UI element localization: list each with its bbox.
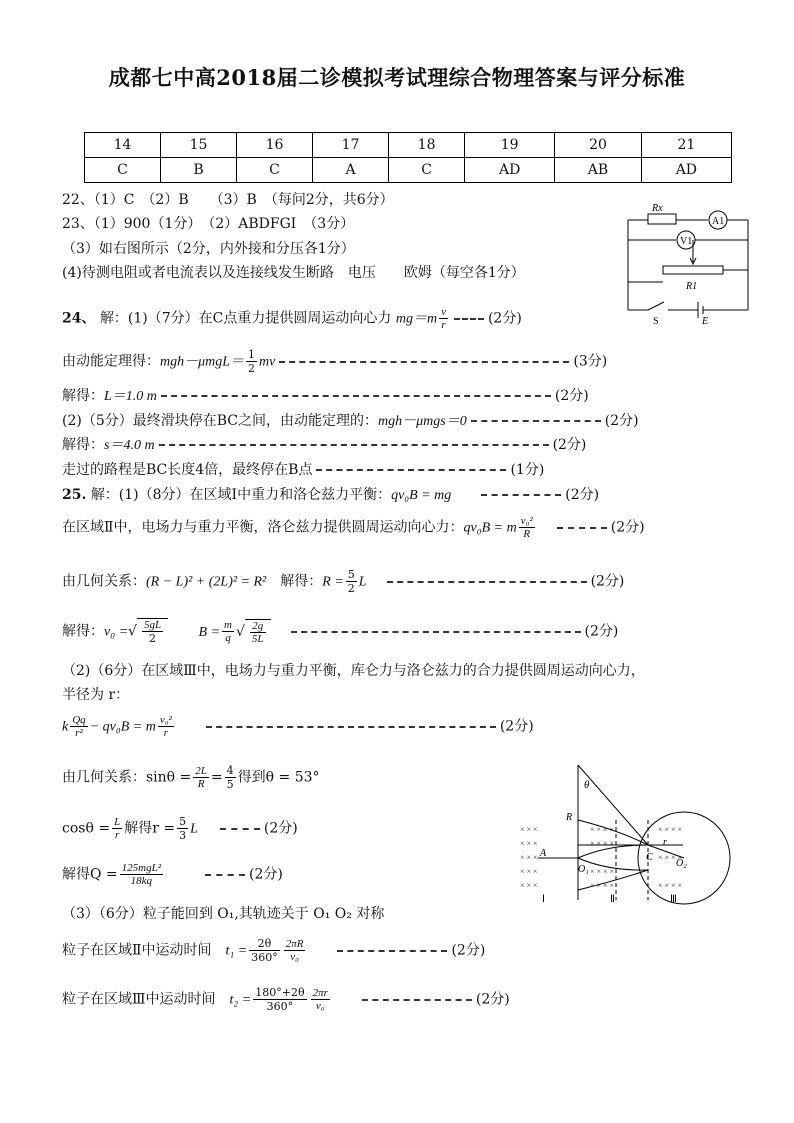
- dotted-leader: [316, 469, 506, 471]
- score: (1分): [510, 462, 545, 478]
- numerator: 4: [226, 764, 234, 777]
- circuit-diagram: [618, 200, 758, 330]
- fraction: [112, 816, 122, 841]
- score: (2分): [475, 991, 510, 1008]
- denominator: R: [523, 528, 531, 540]
- dotted-leader: [205, 874, 245, 876]
- q25-text: 解：(1)（8分）在区域Ⅰ中重力和洛仑兹力平衡：: [90, 487, 392, 503]
- answer-table: [84, 132, 732, 183]
- question-number: 15: [161, 133, 237, 158]
- q25-line-8: [62, 764, 320, 791]
- r1-label: R1: [686, 281, 698, 292]
- denominator: 3: [179, 829, 187, 842]
- svg-text:× × ×: × × ×: [520, 853, 538, 862]
- score: (2分): [487, 310, 522, 327]
- dotted-leader: [291, 631, 581, 633]
- numerator: L: [114, 816, 121, 828]
- q25-formula: 解得Q =: [62, 866, 118, 883]
- svg-text:× × × ×: × × × ×: [658, 881, 683, 890]
- field-diagram: [508, 750, 744, 910]
- answer-cell: AD: [465, 158, 555, 183]
- fraction: [249, 937, 280, 964]
- answer-cell: AB: [555, 158, 641, 183]
- numerator: v₀²: [520, 515, 533, 527]
- q25-line-10: [62, 862, 283, 887]
- R-label: R: [566, 812, 573, 823]
- q25-line-11: （3）（6分）粒子能回到 O₁,其轨迹关于 O₁ O₂ 对称: [62, 906, 385, 922]
- q25-formula: k: [62, 719, 69, 735]
- answer-cell: A: [313, 158, 389, 183]
- s-label: S: [653, 316, 659, 327]
- q24-text: 解得：: [62, 437, 104, 453]
- q24-line-6: [62, 459, 544, 479]
- denominator: r: [115, 829, 120, 841]
- dotted-leader: [557, 527, 607, 529]
- score: (2分): [565, 487, 600, 503]
- q25-line-1: [62, 484, 599, 504]
- dotted-leader: [481, 494, 561, 496]
- numerator: 5gL: [143, 619, 162, 631]
- q24-formula: s＝4.0 m: [104, 438, 155, 453]
- q25-formula: L: [358, 574, 367, 590]
- q24-line-3: [62, 385, 589, 405]
- svg-text:× × ×: × × ×: [520, 867, 538, 876]
- numerator: 2L: [195, 765, 207, 777]
- score: (2分): [499, 718, 534, 735]
- q24-text: 解：(1)（7分）在C点重力提供圆周运动向心力: [99, 310, 396, 327]
- numerator: 5: [179, 815, 187, 828]
- q24-line-4: [62, 410, 639, 430]
- q25-formula: L: [190, 821, 198, 837]
- q24-formula: mv: [259, 354, 276, 370]
- dotted-leader: [387, 581, 587, 583]
- fraction: [225, 764, 236, 791]
- fraction: [246, 348, 257, 375]
- fraction: [439, 306, 448, 331]
- q25-formula: 解得r =: [124, 820, 176, 837]
- q23-line-1: 23、（1）900（1分） （2）ABDFGI （3分）: [62, 216, 355, 232]
- fraction: [193, 765, 209, 790]
- score: (2分): [610, 519, 645, 536]
- svg-text:× × ×: × × ×: [520, 825, 538, 834]
- numerator: v₀²: [159, 714, 172, 726]
- q25-line-13: [62, 986, 510, 1013]
- score: (2分): [604, 413, 639, 429]
- q25-text: 解得：: [280, 573, 323, 590]
- q25-text: 解得：: [62, 623, 104, 640]
- q25-formula: − qv₀B = m: [89, 719, 156, 735]
- denominator: R: [197, 778, 205, 790]
- numerator: 125mgL²: [121, 862, 162, 874]
- svg-text:× × ×: × × ×: [520, 881, 538, 890]
- q25-formula: (R − L)² + (2L)² = R²: [146, 574, 267, 590]
- numerator: 2πr: [312, 987, 328, 999]
- q25-line-3: [62, 568, 624, 595]
- score: (2分): [554, 388, 589, 404]
- v1-label: V1: [680, 236, 693, 247]
- A-label: A: [540, 848, 547, 859]
- q24-line-1: [62, 306, 522, 331]
- denominator: 2: [149, 632, 157, 645]
- denominator: r: [441, 319, 446, 331]
- q24-line-2: [62, 348, 607, 375]
- denominator: 5L: [251, 632, 264, 645]
- denominator: q: [225, 632, 231, 644]
- region-I-label: Ⅰ: [542, 894, 545, 905]
- page-title: 成都七中高2018届二诊模拟考试理综合物理答案与评分标准: [108, 65, 686, 90]
- denominator: 5: [226, 778, 234, 791]
- dotted-leader: [161, 395, 551, 397]
- fraction: [284, 938, 306, 963]
- score: (2分): [590, 573, 625, 590]
- denominator: 360°: [266, 1000, 294, 1013]
- svg-text:× × × ×: × × × ×: [658, 853, 683, 862]
- score: (2分): [249, 866, 283, 883]
- score: (2分): [451, 942, 486, 959]
- question-number: 17: [313, 133, 389, 158]
- q22-answer: 22、（1）C （2）B （3）B （每问2分，共6分）: [62, 192, 394, 208]
- q25-line-12: [62, 937, 485, 964]
- svg-text:× × ×: × × ×: [520, 839, 538, 848]
- answer-table-numbers-row: [85, 133, 732, 158]
- q25-line-5: （2)（6分）在区域Ⅲ中，电场力与重力平衡，库仑力与洛仑兹力的合力提供圆周运动向心力，: [62, 663, 645, 679]
- q25-formula: 由几何关系：sinθ =: [62, 769, 192, 786]
- q24-formula: mg＝m: [395, 311, 438, 327]
- fraction: [250, 620, 266, 645]
- q25-formula: cosθ =: [62, 820, 111, 837]
- q24-formula: mgh－μmgs＝0: [378, 414, 467, 429]
- q24-number: 24、: [62, 310, 96, 327]
- question-number: 20: [555, 133, 641, 158]
- answer-cell: AD: [641, 158, 731, 183]
- denominator: r²: [75, 727, 83, 739]
- score: (2分): [584, 623, 619, 640]
- q25-line-7: [62, 714, 534, 739]
- q25-line-2: [62, 515, 645, 540]
- fraction: [142, 619, 163, 645]
- q25-number: 25.: [62, 487, 87, 503]
- denominator: 2: [347, 582, 355, 595]
- fraction: [253, 986, 306, 1013]
- denominator: 18kq: [130, 875, 153, 887]
- q23-line-2: （3）如右图所示（2分，内外接和分压各1分）: [62, 241, 355, 257]
- svg-text:× × × ×: × × × ×: [658, 825, 683, 834]
- svg-text:× × × ×: × × × ×: [590, 825, 615, 834]
- q24-line-5: [62, 434, 586, 454]
- denominator: v₀: [315, 1000, 325, 1012]
- fraction: [519, 515, 535, 540]
- q25-formula: v₀ =: [104, 624, 129, 640]
- denominator: 360°: [251, 951, 278, 964]
- svg-text:× × × ×: × × × ×: [590, 839, 615, 848]
- q25-formula: 得到θ = 53°: [237, 769, 320, 786]
- fraction: [222, 619, 234, 644]
- q24-formula: mgh－μmgL＝: [160, 354, 245, 370]
- answer-cell: B: [161, 158, 237, 183]
- svg-text:× × × ×: × × × ×: [590, 881, 615, 890]
- score: (2分): [552, 437, 587, 453]
- q24-text: 走过的路程是BC长度4倍，最终停在B点: [62, 462, 313, 478]
- score: (3分): [573, 353, 608, 370]
- numerator: 5: [347, 568, 355, 581]
- q25-text: 在区域Ⅱ中，电场力与重力平衡，洛仑兹力提供圆周运动向心力：: [62, 519, 464, 536]
- numerator: 2θ: [249, 937, 280, 951]
- q24-text: 由动能定理得：: [62, 353, 160, 370]
- q25-line-4: [62, 618, 618, 645]
- score: (2分): [263, 820, 298, 837]
- numerator: 1: [248, 348, 256, 361]
- numerator: 2πR: [285, 938, 304, 950]
- question-number: 16: [237, 133, 313, 158]
- numerator: Qq: [72, 714, 86, 726]
- numerator: 2g: [250, 620, 266, 633]
- q25-line-6: 半径为 r：: [62, 687, 130, 703]
- square-root: √ $\frac{2g}{5L}$: [236, 619, 271, 645]
- fraction: [311, 987, 330, 1012]
- q25-text: 粒子在区域Ⅲ中运动时间: [62, 991, 216, 1008]
- numerator: m: [224, 619, 232, 631]
- numerator: v: [441, 306, 446, 318]
- O1-label: O₁: [578, 864, 589, 875]
- dotted-leader: [159, 444, 549, 446]
- e-label: E: [702, 316, 709, 327]
- answer-cell: C: [237, 158, 313, 183]
- question-number: 14: [85, 133, 161, 158]
- fraction: [120, 862, 163, 887]
- region-II-label: Ⅱ: [610, 894, 615, 905]
- region-III-label: Ⅲ: [670, 894, 677, 905]
- dotted-leader: [454, 318, 484, 320]
- answer-cell: C: [85, 158, 161, 183]
- dotted-leader: [337, 950, 447, 952]
- q24-text: (2)（5分）最终滑块停在BC之间，由动能定理的：: [62, 413, 378, 429]
- fraction: [177, 815, 188, 842]
- C-label: C: [646, 852, 653, 863]
- dotted-leader: [206, 726, 496, 728]
- O2-label: O₂: [676, 858, 687, 869]
- q23-line-3: (4)待测电阻或者电流表以及连接线发生断路 电压 欧姆（每空各1分）: [62, 265, 525, 281]
- q24-text: 解得：: [62, 388, 104, 404]
- question-number: 18: [389, 133, 465, 158]
- svg-text:× × × ×: × × × ×: [590, 867, 615, 876]
- denominator: v₀: [290, 951, 299, 963]
- square-root: √ $\frac{5gL}{2}$: [128, 618, 168, 645]
- q25-formula: qv₀B = mg: [391, 488, 452, 503]
- q25-formula: =: [210, 769, 223, 786]
- question-number: 21: [641, 133, 731, 158]
- fraction: [158, 714, 174, 739]
- q24-formula: L＝1.0 m: [104, 389, 157, 404]
- denominator: 2: [248, 362, 256, 375]
- q25-formula: qv₀B = m: [463, 520, 517, 536]
- r-label: r: [663, 837, 667, 848]
- q25-formula: t₁ =: [225, 943, 248, 959]
- dotted-leader: [220, 828, 260, 830]
- answer-cell: C: [389, 158, 465, 183]
- q25-formula: B =: [198, 624, 221, 640]
- numerator: 180°+2θ: [255, 986, 305, 999]
- theta-label: θ: [584, 779, 590, 791]
- fraction: [346, 568, 357, 595]
- dotted-leader: [471, 420, 601, 422]
- answer-table-answers-row: [85, 158, 732, 183]
- q25-text: 由几何关系：: [62, 573, 146, 590]
- a1-label: A1: [712, 216, 725, 227]
- question-number: 19: [465, 133, 555, 158]
- fraction: [70, 714, 87, 739]
- q25-text: 粒子在区域Ⅱ中运动时间: [62, 942, 212, 959]
- q25-formula: R =: [322, 574, 344, 590]
- dotted-leader: [362, 999, 472, 1001]
- q25-formula: t₂ =: [229, 992, 252, 1008]
- dotted-leader: [279, 361, 569, 363]
- q25-line-9: [62, 815, 298, 842]
- rx-label: Rx: [652, 203, 663, 214]
- denominator: r: [163, 727, 168, 739]
